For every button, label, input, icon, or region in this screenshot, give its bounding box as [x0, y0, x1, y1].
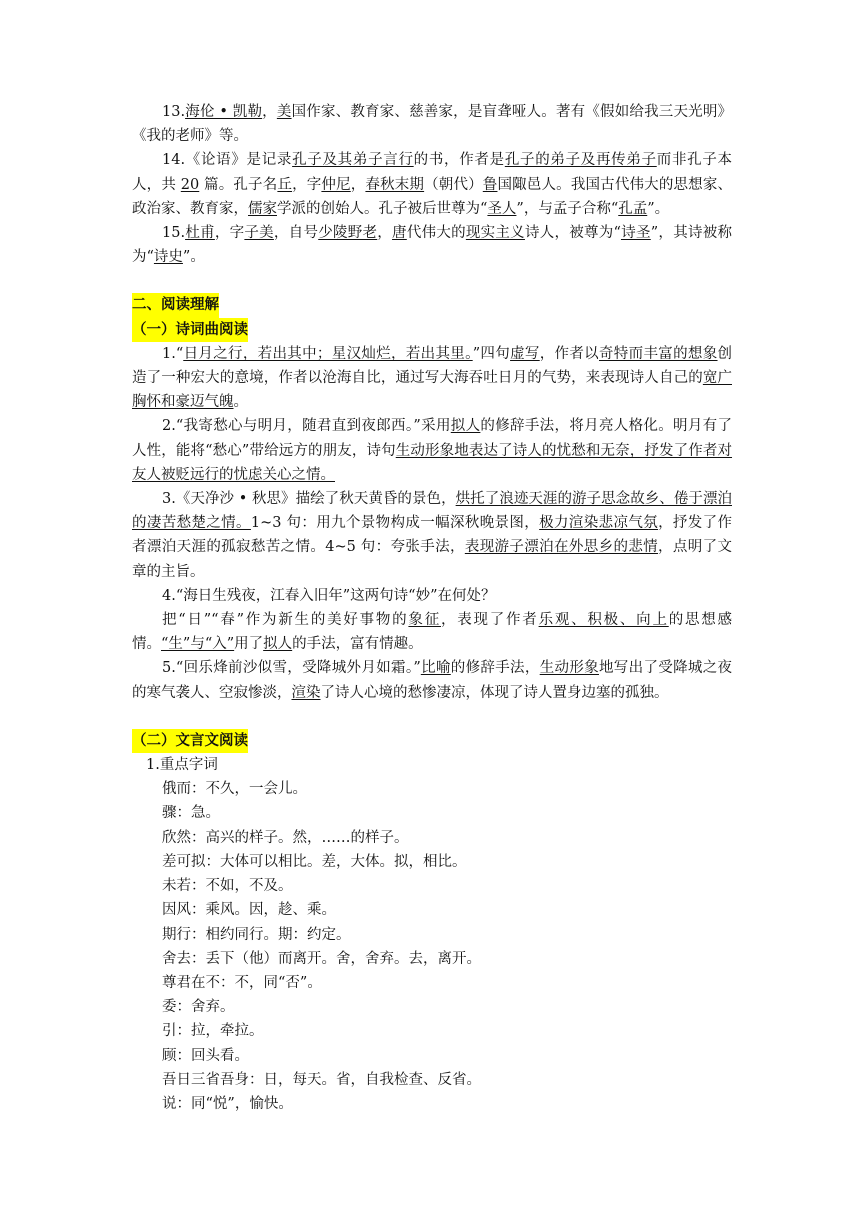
text: 。 [233, 394, 248, 411]
subsection-heading-classical [132, 729, 732, 753]
text: 5.“回乐烽前沙似雪，受降城外月如霜。” [162, 660, 421, 677]
vocabulary-list [132, 777, 732, 1116]
subsection-heading-poetry [132, 318, 732, 342]
text: 把“日”“春”作为新生的美好事物的 [162, 612, 409, 629]
section-heading [132, 293, 732, 317]
underlined-term: 孔子及其弟子言行 [292, 152, 414, 169]
classical-subtitle: 1.重点字词 [146, 757, 218, 774]
vocab-item: 骤：急。 [162, 805, 220, 822]
vocab-item: 引：拉，牵拉。 [162, 1023, 264, 1040]
underlined-term: 鲁 [482, 176, 498, 193]
literature-item-15 [132, 221, 732, 269]
underlined-term: 比喻 [420, 660, 451, 677]
underlined-term: 渲染 [291, 684, 321, 701]
underlined-term: 儒家 [248, 200, 277, 217]
text: ”，其诗被称为“ [132, 225, 732, 266]
text: 的书，作者是 [413, 152, 505, 169]
subsection-title: （二）文言文阅读 [132, 729, 248, 753]
underlined-term: 虚写 [510, 345, 540, 362]
text: ，点明了文章的主旨。 [132, 539, 732, 580]
text: ”。 [182, 249, 205, 266]
underlined-term: 日月之行，若出其中；星汉灿烂，若出其里。 [183, 345, 473, 362]
text: 2.“我寄愁心与明月，随君直到夜郎西。”采用 [162, 418, 451, 435]
underlined-term: 孔孟 [618, 200, 648, 217]
text: ，自号 [273, 225, 319, 242]
underlined-term: 拟人 [450, 418, 481, 435]
text: 国陬邑人。我国古代伟大的思想家、政治家、教育家， [132, 176, 733, 217]
poetry-item-4-question: 4.“海日生残夜，江春入旧年”这两句诗“妙”在何处？ [162, 587, 496, 604]
text: 创造了一种宏大的意境，作者以沧海自比，通过写大海吞吐日月的气势，来表现诗人自己的 [132, 345, 733, 387]
text: 诗人，被尊为“ [524, 225, 621, 242]
vocab-item: 差可拟：大体可以相比。差，大体。拟，相比。 [162, 853, 467, 870]
vocab-item: 尊君在不：不，同“否”。 [162, 974, 322, 991]
text: 了诗人心境的愁惨凄凉，体现了诗人置身边塞的孤独。 [320, 684, 669, 701]
underlined-term: 春秋末期 [365, 176, 425, 193]
underlined-term: 极力渲染悲凉气氛 [539, 515, 659, 532]
text: ，表现了作者 [440, 612, 539, 629]
text: ”四句 [472, 345, 511, 362]
text: ”，与孟子合称“ [516, 200, 619, 217]
text: 用了 [234, 636, 264, 653]
underlined-term: 表现游子漂泊在外思乡的悲情 [464, 539, 659, 556]
spacer [132, 705, 732, 729]
text: 学派的创始人。孔子被后世尊为“ [277, 200, 488, 217]
underlined-term: 圣人 [487, 200, 517, 217]
text: 地写出了受降城之夜的寒气袭人、空寂惨淡， [132, 660, 733, 701]
vocab-item: 因风：乘风。因，趁、乘。 [162, 902, 336, 919]
vocab-item: 吾日三省吾身：日，每天。省，自我检查、反省。 [162, 1071, 481, 1088]
underlined-term: 杜甫 [185, 225, 215, 242]
underlined-term: 现实主义 [465, 225, 525, 242]
literature-item-13 [132, 100, 732, 148]
text: ， [377, 225, 393, 242]
vocab-item: 委：舍弃。 [162, 999, 235, 1016]
vocab-item: 期行：相约同行。期：约定。 [162, 926, 351, 943]
text: 1.“ [162, 345, 184, 362]
underlined-term: 仲尼 [321, 176, 351, 193]
literature-item-14 [132, 148, 732, 221]
text: 13. [162, 104, 186, 120]
text: 的修辞手法， [450, 660, 540, 677]
text: 15. [162, 225, 186, 242]
text: ， [262, 104, 277, 120]
poetry-item-4-answer [132, 608, 732, 656]
underlined-term: 乐观、积极、向上 [538, 612, 669, 629]
underlined-term: 海伦 • 凯勒 [185, 104, 263, 120]
text: 14.《论语》是记录 [162, 152, 293, 169]
text: ，字 [214, 225, 245, 242]
text: 3.《天净沙 • 秋思》描绘了秋天黄昏的景色， [162, 491, 456, 508]
underlined-term: 奇特而丰富的想象 [598, 345, 718, 362]
text: 而非孔子本人，共 [132, 152, 733, 193]
vocab-item: 欣然：高兴的样子。然，……的样子。 [162, 829, 409, 846]
underlined-term: 诗史 [153, 249, 183, 266]
poetry-item-1 [132, 342, 732, 415]
text: 的思想感情。 [132, 612, 733, 653]
underlined-term: 烘托了浪迹天涯的游子思念故乡、倦于漂泊的凄苦愁楚之情。 [132, 491, 732, 532]
underlined-term: 孔子的弟子及再传弟子 [504, 152, 657, 169]
underlined-term: 诗圣 [620, 225, 651, 242]
text: 的手法，富有情趣。 [292, 636, 423, 653]
spacer [132, 269, 732, 293]
underlined-term: 少陵野老 [318, 225, 378, 242]
underlined-term: 子美 [244, 225, 274, 242]
text: ”。 [647, 200, 670, 217]
text: ，作者以 [539, 345, 599, 362]
vocab-item: 舍去：丢下（他）而离开。舍，舍弃。去，离开。 [162, 950, 481, 967]
poetry-item-2 [132, 414, 732, 487]
underlined-term: 宽广胸怀和豪迈气魄 [132, 370, 732, 411]
vocab-item: 未若：不如，不及。 [162, 878, 293, 895]
poetry-item-3 [132, 487, 732, 584]
text: ， [350, 176, 366, 193]
text: 的修辞手法，将月亮人格化。明月有了人性，能将“愁心”带给远方的朋友，诗句 [132, 418, 732, 459]
underlined-term: 拟人 [263, 636, 293, 653]
poetry-item-5 [132, 656, 732, 704]
subsection-title: （一）诗词曲阅读 [132, 318, 248, 342]
text: 篇。孔子名 [199, 176, 278, 193]
text: ，抒发了作者漂泊天涯的孤寂愁苦之情。4~5 句：夸张手法， [132, 515, 733, 556]
text: 国作家、教育家、慈善家，是盲聋哑人。著有《假如给我三天光明》《我的老师》等。 [132, 104, 733, 145]
underlined-term: “生”与“入” [161, 636, 235, 653]
document-body [132, 100, 732, 1116]
vocab-item: 顾：回头看。 [162, 1047, 249, 1064]
text: （朝代） [424, 176, 483, 193]
underlined-term: 唐 [392, 225, 407, 242]
text: 代伟大的 [406, 225, 466, 242]
underlined-term: 生动形象地表达了诗人的忧愁和无奈，抒发了作者对友人被贬远行的忧虑关心之情。 [132, 442, 733, 483]
underlined-term: 美 [276, 104, 292, 120]
underlined-term: 生动形象 [539, 660, 599, 677]
vocab-item: 俄而：不久，一会儿。 [162, 781, 307, 798]
vocab-item: 说：同“悦”，愉快。 [162, 1095, 293, 1112]
text: 1~3 句：用九个景物构成一幅深秋晚景图， [250, 515, 540, 532]
section-title: 二、阅读理解 [132, 293, 219, 317]
underlined-term: 象征 [408, 612, 441, 629]
underlined-term: 20 [180, 176, 200, 193]
text: ，字 [292, 176, 322, 193]
underlined-term: 丘 [277, 176, 293, 193]
